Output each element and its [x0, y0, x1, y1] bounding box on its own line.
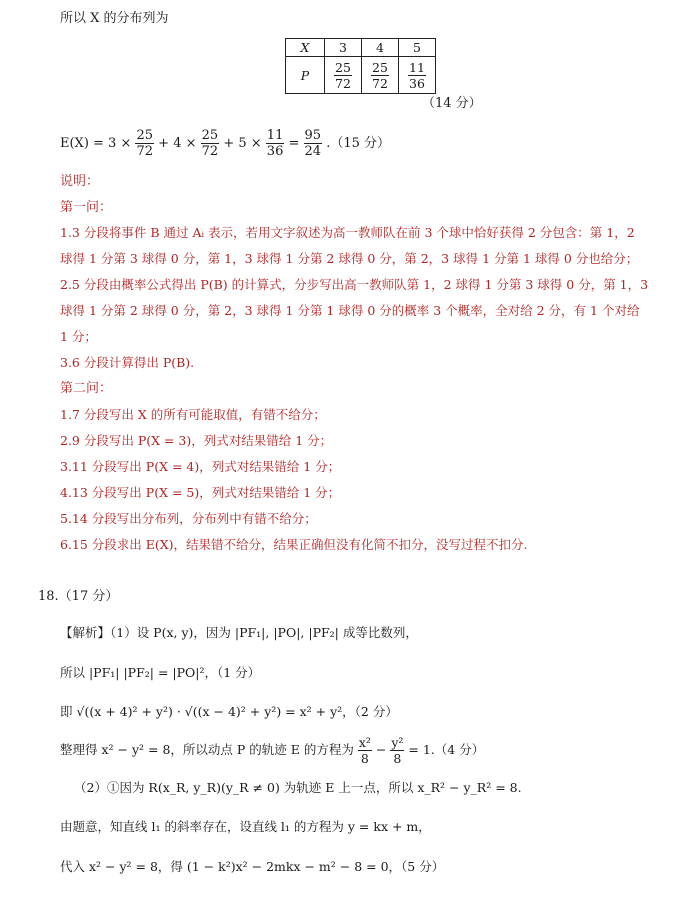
x-value-cell: 4 [362, 39, 399, 57]
denominator: 8 [360, 751, 369, 766]
fraction [201, 128, 220, 159]
note-line: 1 分； [60, 329, 97, 344]
fraction [304, 128, 323, 159]
denominator: 72 [372, 75, 388, 91]
question-18-title: 18.（17 分） [38, 589, 119, 604]
p-label-cell: P [286, 57, 325, 94]
note-line: 4.13 分段写出 P(X = 5)，列式对结果错给 1 分； [60, 485, 341, 500]
note-line: 2.9 分段写出 P(X = 3)，列式对结果错给 1 分； [60, 433, 333, 448]
score-14: （14 分） [422, 96, 482, 111]
note-line: 3.11 分段写出 P(X = 4)，列式对结果错给 1 分； [60, 459, 341, 474]
numerator: 95 [304, 128, 322, 143]
note-line: 1.7 分段写出 X 的所有可能取值，有错不给分； [60, 407, 326, 422]
solution-text: 整理得 x² − y² = 8，所以动点 P 的轨迹 E 的方程为 [60, 742, 354, 757]
q1-heading: 第一问： [60, 200, 113, 215]
numerator: 25 [201, 128, 219, 143]
note-line: 5.14 分段写出分布列，分布列中有错不给分； [60, 511, 317, 526]
expectation-score: .（15 分） [326, 136, 391, 151]
note-line: 1.3 分段将事件 B 通过 Aᵢ 表示，若用文字叙述为高一教师队在前 3 个球中恰好获得 2 分包含：第 1，2 [60, 225, 635, 240]
denominator: 8 [393, 751, 402, 766]
fraction [135, 128, 154, 159]
solution-line [60, 732, 484, 768]
numerator: 11 [266, 128, 284, 143]
expectation-lhs: E(X) = 3 × [60, 136, 132, 151]
solution-line: （2）①因为 R(x_R, y_R)(y_R ≠ 0) 为轨迹 E 上一点，所以 x_R² − y_R² = 8. [74, 780, 522, 795]
fraction [358, 735, 372, 766]
expectation-formula [60, 126, 390, 162]
solution-text: = 1.（4 分） [408, 742, 485, 757]
p-value-cell [325, 57, 362, 94]
x-label-cell: X [286, 39, 325, 57]
distribution-table [285, 38, 436, 94]
p-value-cell [399, 57, 436, 94]
fraction [371, 60, 389, 91]
table-row [286, 39, 436, 57]
solution-line: 所以 |PF₁| |PF₂| = |PO|²，（1 分） [60, 665, 261, 680]
denominator: 72 [335, 75, 351, 91]
table-row [286, 57, 436, 94]
note-line: 6.15 分段求出 E(X)，结果错不给分，结果正确但没有化简不扣分，没写过程不扣分. [60, 537, 528, 552]
distribution-intro: 所以 X 的分布列为 [60, 11, 169, 26]
numerator: x² [358, 735, 371, 750]
minus-sign: − [375, 742, 387, 757]
denominator: 36 [266, 144, 284, 159]
numerator: 25 [136, 128, 154, 143]
notes-heading: 说明： [60, 174, 100, 189]
numerator: 25 [335, 59, 351, 75]
note-line: 球得 1 分第 2 球得 0 分，第 2，3 球得 1 分第 1 球得 0 分的概率 3 个概率，全对给 2 分，有 1 个对给 [60, 303, 640, 318]
fraction [390, 735, 404, 766]
fraction [266, 128, 285, 159]
numerator: 11 [409, 59, 425, 75]
equals-sign: = [288, 136, 300, 151]
note-line: 2.5 分段由概率公式得出 P(B) 的计算式，分步写出高一教师队第 1，2 球得 1 分第 3 球得 0 分，第 1，3 [60, 277, 649, 292]
note-line: 球得 1 分第 3 球得 0 分，第 1，3 球得 1 分第 2 球得 0 分，第 2，3 球得 1 分第 1 球得 0 分也给分； [60, 251, 639, 266]
numerator: y² [391, 735, 404, 750]
denominator: 72 [136, 144, 154, 159]
p-value-cell [362, 57, 399, 94]
x-value-cell: 5 [399, 39, 436, 57]
note-line: 3.6 分段计算得出 P(B). [60, 355, 195, 370]
solution-line: 代入 x² − y² = 8，得 (1 − k²)x² − 2mkx − m² − 8 = 0，（5 分） [60, 859, 445, 874]
x-value-cell: 3 [325, 39, 362, 57]
q2-heading: 第二问： [60, 381, 113, 396]
solution-line: 【解析】（1）设 P(x, y)，因为 |PF₁|, |PO|, |PF₂| 成等比数列， [60, 625, 418, 640]
fraction [408, 60, 426, 91]
denominator: 36 [409, 75, 425, 91]
denominator: 24 [304, 144, 322, 159]
solution-line: 由题意，知直线 l₁ 的斜率存在，设直线 l₁ 的方程为 y = kx + m， [60, 819, 431, 834]
denominator: 72 [201, 144, 219, 159]
expectation-term: + 5 × [223, 136, 262, 151]
numerator: 25 [372, 59, 388, 75]
fraction [334, 60, 352, 91]
expectation-term: + 4 × [158, 136, 197, 151]
solution-line: 即 √((x + 4)² + y²) · √((x − 4)² + y²) = x² + y²，（2 分） [60, 704, 398, 719]
